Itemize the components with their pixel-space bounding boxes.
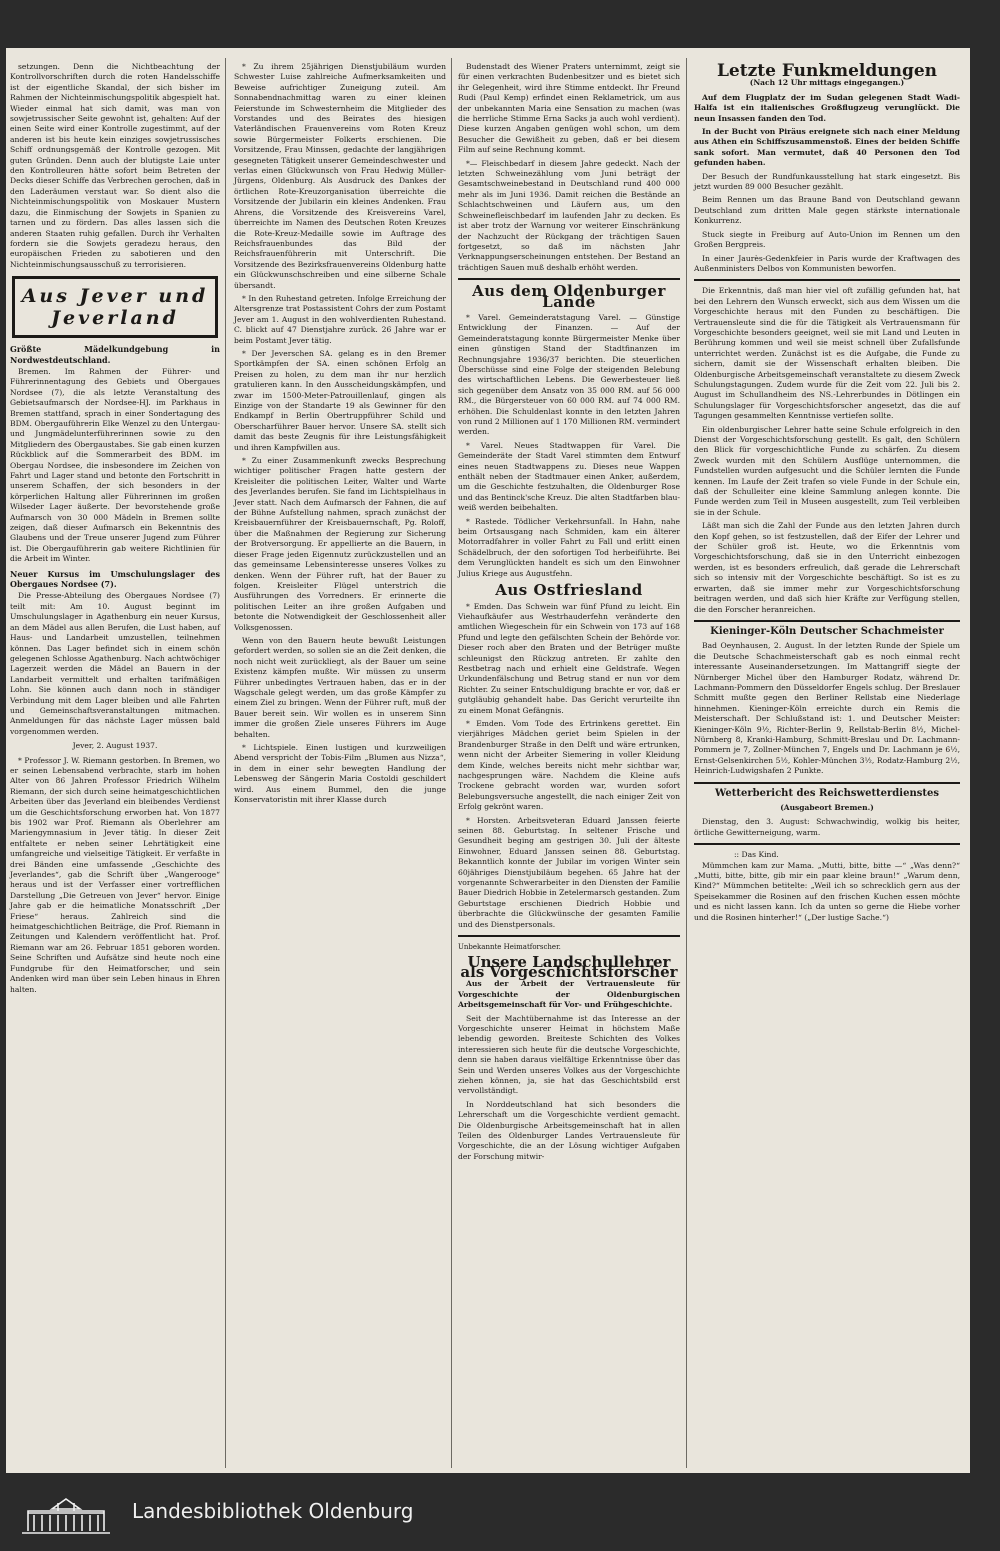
separator-line	[694, 620, 960, 622]
article-text: * Rastede. Tödlicher Verkehrsunfall. In Hahn, nahe beim Ortsausgang nach Schmiden, kam ein älterer Motorradfahrer in voller Fahrt zu Fall und erlitt einen Schädelbruch, der den sofortigen Tod herbeiführte. Bei dem Verunglückten handelt es sich um den Einwohner Julius Kriege aus Augustfehn.	[458, 516, 680, 578]
column-rule	[451, 58, 452, 1468]
article-headline: Unsere Landschullehrer als Vorgeschichtsforscher	[460, 952, 678, 981]
column-1	[10, 62, 220, 998]
column-3	[458, 62, 680, 1165]
article-text: In Norddeutschland hat sich besonders die Lehrerschaft um die Vorgeschichte verdient gemacht. Die Oldenburgische Arbeitsgemeinschaft hat in allen Teilen des Oldenburger Landes Vertrauensleute für Vorgeschichte, die an der Lösung wichtiger Aufgaben der Forschung mitwir-	[458, 1099, 680, 1161]
news-item: In der Bucht von Piräus ereignete sich nach einer Meldung aus Athen ein Schiffszusammenstoß. Eines der beiden Schiffe sank sofort. Man vermutet, daß 40 Personen den Tod gefunden haben.	[694, 127, 960, 168]
separator-line	[694, 843, 960, 845]
article-text: * Der Jeverschen SA. gelang es in den Bremer Sportkämpfen der SA. einen schönen Erfolg an Preisen zu holen, zu dem man ihr nur herzlich gratulieren kann. In den Ausscheidungskämpfen, und zwar im 1500-Meter-Patrouillenlauf, gingen als Einzige von der Standarte 19 als Gewinner für den Endkampf in Berlin Obertruppführer Schild und Oberscharführer Bauer hervor. Unsere SA. stellt sich damit das beste Zeugnis für ihre Leistungsfähigkeit und ihren Kampfwillen aus.	[234, 348, 446, 452]
column-rule	[686, 58, 687, 1468]
article-kicker: Unbekannte Heimatforscher.	[458, 943, 561, 952]
article-text: Seit der Machtübernahme ist das Interesse an der Vorgeschichte unserer Heimat in höchstem Maße lebendig geworden. Breiteste Schichten des Volkes interessieren sich heute für die deutsche Vorgeschichte, denn sie haben daraus vielfältige Erkenntnisse über das Sein und Werden unseres Volkes aus der Vorgeschichte ziehen können, ja, sie hat das Geschichtsbild erst vervollständigt.	[458, 1013, 680, 1096]
scan-border	[970, 0, 1000, 1473]
separator-line	[458, 278, 680, 280]
section-subheading: (Nach 12 Uhr mittags eingegangen.)	[749, 78, 905, 88]
article-text: setzungen. Denn die Nichtbeachtung der Kontrollvorschriften durch die roten Handelsschiffe ist der eigentliche Skandal, der sich bisher im Rahmen der Nichteinmischungspolitik abgespielt hat. Wieder einmal hat sich damit, was man von sowjetrussischer Seite gewohnt ist, gehalten: Auf der einen Seite wird einer Kontrolle zugestimmt, auf der anderen ist bis heute kein einziges sowjetrussisches Schiff ordnungsgemäß der Kontrolle gezogen. Mit guten Gründen. Denn auch der blutigste Laie unter den Kontrolleuren hätte sofort beim Betreten der Decks dieser Schiffe das Verbrechen gerochen, daß in den Laderäumen verstaut war. So dient also die Nichteinmischungspolitik von Moskauer Mustern dazu, die Einmischung der Sowjets in Spanien zu tarnen und zu fördern. Das alles lassen sich die anderen Staaten ruhig gefallen. Durch ihr Verhalten fordern sie die Sowjets geradezu heraus, den europäischen Frieden zu sabotieren und den Nichteinmischungsausschuß zu terrorisieren.	[10, 62, 220, 269]
column-2	[234, 62, 446, 808]
section-subheading: (Ausgabeort Bremen.)	[780, 803, 874, 812]
article-text: * Emden. Vom Tode des Ertrinkens gerettet. Ein vierjähriges Mädchen geriet beim Spielen in der Brandenburger Straße in den Delft und wäre ertrunken, wenn nicht der Arbeiter Siemering in voller Kleidung dem Kinde, welches bereits nicht mehr sichtbar war, nachgesprungen wäre. Nachdem die Kleine aufs Trockene gebracht worden war, wurden sofort Belebungsversuche angestellt, die nach einiger Zeit von Erfolg gekrönt waren.	[458, 718, 680, 812]
news-item: Stuck siegte in Freiburg auf Auto-Union im Rennen um den Großen Bergpreis.	[694, 229, 960, 250]
column-4	[694, 62, 960, 926]
article-text: * Zu einer Zusammenkunft zwecks Besprechung wichtiger politischer Fragen hatte gestern der Kreisleiter die politischen Leiter, Walter und Warte des Jeverlandes berufen. Sie fand im Lichtspielhaus in Jever statt. Nach dem Aufmarsch der Fahnen, die auf der Bühne Aufstellung nahmen, sprach zunächst der Kreisbauernführer der Kreisbauernschaft, Pg. Roloff, über die Maßnahmen der Regierung zur Sicherung der Brotversorgung. Er appellierte an die Bauern, in dieser Frage jeden Eigennutz zurückzustellen und an das gemeinsame Lebensinteresse unseres Volkes zu denken. Wenn der Führer ruft, hat der Bauer zu folgen. Kreisleiter Flügel unterstrich die Ausführungen des Vorredners. Er erinnerte die politischen Leiter an ihre großen Aufgaben und betonte die Notwendigkeit der Geschlossenheit aller Volksgenossen.	[234, 456, 446, 632]
article-text: Mümmchen kam zur Mama. „Mutti, bitte, bitte —“ „Was denn?“ „Mutti, bitte, bitte, gib mir ein paar kleine braun!“ „Warum denn, Kind?“ Mümmchen betitelte: „Weil ich so schrecklich gern aus der Speisekammer die Rosinen auf den frischen Kuchen essen möchte und es nicht lassen kann. Ich da unten so gerne die Hiebe vorher und die Rosinen hinterher!“ („Der lustige Sache.“)	[694, 860, 960, 922]
separator-line	[458, 935, 680, 937]
article-text: Die Erkenntnis, daß man hier viel oft zufällig gefunden hat, hat bei den Lehrern den Wunsch erweckt, sich aus dem Wissen um die Vorgeschichte heraus mit den Funden zu beschäftigen. Die Vertrauensleute sind die für die Tätigkeit als Vertrauensmann für Vorgeschichte besonders geeignet, weil sie mit Land und Leuten in Berührung kommen und weil sie meist schnell über Zufallsfunde unterrichtet werden. Zunächst ist es die Aufgabe, die Funde zu sichern, damit sie der Wissenschaft erhalten bleiben. Die Oldenburgische Arbeitsgemeinschaft veranstaltete zu diesem Zweck Schulungstagungen. Zudem wurde für die Zeit vom 22. Juli bis 2. August im Schullandheim des NS.-Lehrerbundes in Dötlingen ein Schulungslager für Vorgeschichtsforscher angesetzt, das die auf Tagungen gesammelten Kenntnisse vertiefen sollte.	[694, 286, 960, 421]
article-text: * Lichtspiele. Einen lustigen und kurzweiligen Abend verspricht der Tobis-Film „Blumen aus Nizza“, in dem in einer sehr bewegten Handlung der Lebensweg der Sängerin Maria Costoldi geschildert wird. Aus einem Bummel, den die junge Konservatoristin mit ihrer Klasse durch	[234, 743, 446, 805]
dateline: Jever, 2. August 1937.	[72, 741, 158, 751]
article-subheading: Aus der Arbeit der Vertrauensleute für Vorgeschichte der Oldenburgischen Arbeitsgemeinschaft für Vor- und Frühgeschichte.	[458, 979, 680, 1010]
article-headline: Neuer Kursus im Umschulungslager des Obergaues Nordsee (7).	[10, 568, 220, 590]
news-item: Beim Rennen um das Braune Band von Deutschland gewann Deutschland zum dritten Male gegen stärkste internationale Konkurrenz.	[694, 195, 960, 226]
newspaper-page	[6, 48, 970, 1473]
news-item: Auf dem Flugplatz der im Sudan gelegenen Stadt Wadi-Halfa ist ein italienisches Großflugzeug verunglückt. Die neun Insassen fanden den Tod.	[694, 92, 960, 123]
section-heading: Aus dem Oldenburger Lande	[472, 282, 666, 311]
article-headline: Größte Mädelkundgebung in Nordwestdeutschland.	[10, 344, 220, 365]
separator-line	[694, 782, 960, 784]
article-text: Bremen. Im Rahmen der Führer- und Führerinnentagung des Gebiets und Obergaues Nordsee (7), die als letzte Veranstaltung des Gebietsaufmarsch der Nordsee-HJ. im Parkhaus in Bremen stattfand, sprach in einer Sondertagung des BDM. Obergauführerin Elke Wenzel zu den Untergau- und Jungmädelunterführerinnen sowie zu den Mitgliedern des Obergaustabes. Sie gab einen kurzen Rückblick auf die Sommerarbeit des BDM. im Obergau Nordsee, die insbesondere im Zeichen von Fahrt und Lager stand und betonte den Fortschritt in unserem Schaffen, der sich besonders in der körperlichen Haltung aller Führerinnen im großen Wilseder Lager äußerte. Der bevorstehende große Aufmarsch von 30 000 Mädeln in Bremen sollte zeigen, daß dieser Aufmarsch ein Bekenntnis des Glaubens und der Treue unserer Jugend zum Führer ist. Die Obergauführerin gab weitere Richtlinien für die Arbeit im Winter.	[10, 366, 220, 564]
article-text: Budenstadt des Wiener Praters unternimmt, zeigt sie für einen verkrachten Budenbesitzer und es bietet sich ihr Gelegenheit, wird ihre Stimme entdeckt. Ihr Freund Rudi (Paul Kemp) erfindet einen Reklametrick, um aus der unbekannten Maria eine Sensation zu machen (was die herrliche Stimme Erna Sacks ja auch wohl verdient). Diese kurzen Angaben genügen wohl schon, um dem Besucher die Gewißheit zu geben, daß er bei diesem Film auf seine Rechnung kommt.	[458, 62, 680, 155]
article-text: Die Presse-Abteilung des Obergaues Nordsee (7) teilt mit: Am 10. August beginnt im Umschulungslager in Agathenburg ein neuer Kursus, an dem Mädel aus allen Berufen, die Lust haben, auf Haus- und Landarbeit umzustellen, teilnehmen können. Das Lager befindet sich in einem schön gelegenen Schlosse Agathenburg. Nach achtwöchiger Lagerzeit werden die Mädel an Bauern in der Landarbeit vermittelt und erhalten tarifmäßigen Lohn. Sie können auch dann noch in ständiger Verbindung mit dem Lager bleiben und alle Fahrten und Gemeinschaftsveranstaltungen mitmachen. Anmeldungen für das nächste Lager müssen bald vorgenommen werden.	[10, 591, 220, 736]
article-text: * Varel. Neues Stadtwappen für Varel. Die Gemeinderäte der Stadt Varel stimmten dem Entwurf eines neuen Stadtwappens zu. Dieses neue Wappen enthält neben der Stadtmauer einen Anker, außerdem, um die Geschichte festzuhalten, die Oldenburger Rose und das Bentinck'sche Kreuz. Die alten Stadtfarben blau-weiß werden beibehalten.	[458, 440, 680, 513]
article-text: Wenn von den Bauern heute bewußt Leistungen gefordert werden, so sollen sie an die Zeit denken, die noch nicht weit zurückliegt, als der Bauer um seine Existenz kämpfen mußte. Wir müssen zu unserm Führer unbedingtes Vertrauen haben, das er in der Wagschale gelegt werden, um das große Kämpfer zu einem Ziel zu bringen. Wenn der Führer ruft, muß der Bauer bereit sein. Wir wollen es in unserem Sinn immer die großen Ziele unseres Führers im Auge behalten.	[234, 635, 446, 739]
weather-report: Dienstag, den 3. August: Schwachwindig, wolkig bis heiter, örtliche Gewitterneigung, warm.	[694, 817, 960, 837]
article-text: * Zu ihrem 25jährigen Dienstjubiläum wurden Schwester Luise zahlreiche Aufmerksamkeiten und Beweise aufrichtiger Zuneigung zuteil. Am Sonnabendnachmittag waren zu einer kleinen Feierstunde im Schwesternheim die Mitglieder des Vorstandes und des Beirates des hiesigen Vaterländischen Frauenvereins vom Roten Kreuz sowie Bürgermeister Folkerts erschienen. Die Vorsitzende, Frau Minssen, gedachte der langjährigen gesegneten Tätigkeit unserer Gemeindeschwester und verlas einen Glückwunsch von Frau Hedwig Müller-Jürgens, Oldenburg. Als Ausdruck des Dankes der örtlichen Rote-Kreuzorganisation überreichte die Vorsitzende der Jubilarin ein kleines Andenken. Frau Ahrens, die Vorsitzende des Kreisvereins Varel, überreichte im Namen des Deutschen Roten Kreuzes die Rote-Kreuz-Medaille sowie im Auftrage des Reichsfrauenbundes das Bild der Reichsfrauenführerin mit Unterschrift. Die Vorsitzende des Bezirksfrauenvereins Oldenburg hatte ein Glückwunschschreiben und eine silberne Schale übersandt.	[234, 62, 446, 290]
article-text: * In den Ruhestand getreten. Infolge Erreichung der Altersgrenze trat Postassistent Cohrs der zum Postamt Jever am 1. August in den wohlverdienten Ruhestand. C. blickt auf 47 Dienstjahre zurück. 26 Jahre war er beim Postamt Jever tätig.	[234, 293, 446, 345]
section-heading: Letzte Funkmeldungen	[716, 61, 938, 81]
article-text: Läßt man sich die Zahl der Funde aus den letzten Jahren durch den Kopf gehen, so ist festzustellen, daß der Eifer der Lehrer und der Schüler groß ist. Heute, wo die Erkenntnis vom Vorgeschichtsforschung, daß sie in den Unterricht einbezogen werden, ist es besonders erfreulich, daß gerade die Lehrerschaft sich so intensiv mit der Vorgeschichte beschäftigt. So ist es zu erwarten, daß sie immer mehr zur Vorgeschichtsforschung beitragen werden, und daß sich hier Kräfte zur Verfügung stellen, die den Forscher heranreichen.	[694, 521, 960, 614]
article-text: *— Fleischbedarf in diesem Jahre gedeckt. Nach der letzten Schweinezählung vom Juni beträgt der Gesamtschweinebestand in Deutschland rund 400 000 mehr als im Juni 1936. Damit reichen die Bestände an Schlachtschweinen und Läufern aus, um den Schweinefleischbedarf im laufenden Jahr zu decken. Es ist aber trotz der Warnung vor weiterer Einschränkung der Nachzucht der Rückgang der trächtigen Sauen fortgesetzt, so daß im nächsten Jahr Verknappungserscheinungen entstehen. Der Bestand an trächtigen Sauen muß deshalb erhöht werden.	[458, 158, 680, 272]
news-item: Der Besuch der Rundfunkausstellung hat stark eingesetzt. Bis jetzt wurden 89 000 Besucher gezählt.	[694, 171, 960, 192]
library-name: Landesbibliothek Oldenburg	[132, 1499, 414, 1523]
article-text: * Emden. Das Schwein war fünf Pfund zu leicht. Ein Viehaufkäufer aus Westrhauderfehn veränderte den amtlichen Wiegeschein für ein Schwein von 173 auf 168 Pfund und legte den gefälschten Schein der Behörde vor. Dieser roch aber den Braten und der Betrüger mußte schleunigst den Rückzug antreten. Er zahlte den Restbetrag nach und erhielt eine Geldstrafe. Wegen Urkundenfälschung und Betrug stand er nun vor dem Richter. Zu seiner Entschuldigung brachte er vor, daß er gutgläubig gehandelt habe. Das Gericht verurteilte ihn zu einem Monat Gefängnis.	[458, 601, 680, 715]
column-rule	[225, 58, 226, 1468]
section-heading: Aus Ostfriesland	[495, 581, 643, 600]
article-kicker: :: Das Kind.	[734, 850, 779, 860]
article-text: * Varel. Gemeinderatstagung Varel. — Günstige Entwicklung der Finanzen. — Auf der Gemeinderatstagung konnte Bürgermeister Menke über einen günstigen Stand der Stadtfinanzen im Rechnungsjahre 1936/37 berichten. Die steuerlichen Überschüsse sind eine Folge der steigenden Belebung des wirtschaftlichen Lebens. Die Gewerbesteuer ließ sich gegenüber dem Ansatz von 35 000 RM. auf 56 000 RM., die Bürgersteuer von 60 000 RM. auf 74 000 RM. erhöhen. Die Schuldenlast konnte in den letzten Jahren von rund 2 Millionen auf 1 170 Millionen RM. vermindert werden.	[458, 312, 680, 437]
article-headline: Kieninger-Köln Deutscher Schachmeister	[710, 625, 944, 637]
library-building-icon	[20, 1495, 112, 1535]
article-text: Bad Oeynhausen, 2. August. In der letzten Runde der Spiele um die Deutsche Schachmeisterschaft gab es noch einmal recht interessante Auseinandersetzungen. Im Mattangriff siegte der Nürnberger Michel über den Hamburger Rodatz, während Dr. Lachmann-Pommern den Düsseldorfer Engels schlug. Der Breslauer Schmitt mußte gegen den Berliner Rellstab eine Niederlage hinnehmen. Kieninger-Köln erreichte durch ein Remis die Meisterschaft. Der Schlußstand ist: 1. und Deutscher Meister: Kieninger-Köln 9½, Richter-Berlin 9, Rellstab-Berlin 8½, Michel-Nürnberg 8, Kranki-Hamburg, Schmitt-Breslau und Dr. Lachmann-Pommern je 7, Zollner-München 7, Engels und Dr. Lachmann je 6½, Ernst-Gelsenkirchen 5½, Kohler-München 3½, Rodatz-Hamburg 2½, Heinrich-Ludwigshafen 2 Punkte.	[694, 641, 960, 776]
article-headline: Wetterbericht des Reichswetterdienstes	[715, 787, 939, 799]
footer-bar	[0, 1473, 1000, 1551]
article-text: * Horsten. Arbeitsveteran Eduard Janssen feierte seinen 88. Geburtstag. In seltener Frische und Gesundheit beging am gestrigen 30. Juli der älteste Einwohner, Eduard Janssen seinen 88. Geburtstag. Bekanntlich konnte der Jubilar im vorigen Winter sein 60jähriges Dienstjubiläum begehen. 65 Jahre hat der vorgenannte Schwerarbeiter in den Diensten der Familie Bauer Diedrich Hobbie in Zetelermarsch gestanden. Zum Geburtstage erschienen Diedrich Hobbie und überbrachte die Glückwünsche der gesamten Familie und des Dienstpersonals.	[458, 815, 680, 929]
section-heading-box: Aus Jever und Jeverland	[12, 276, 218, 338]
separator-line	[694, 279, 960, 281]
article-text: * Professor J. W. Riemann gestorben. In Bremen, wo er seinen Lebensabend verbrachte, starb im hohen Alter von 86 Jahren Professor Friedrich Wilhelm Riemann, der sich durch seine heimatgeschichtlichen Arbeiten über das Jeverland ein bleibendes Verdienst um die Geschichtsforschung erworben hat. Von 1877 bis 1902 war Prof. Riemann als Oberlehrer am Mariengymnasium in Jever tätig. In dieser Zeit entfaltete er neben seiner Lehrtätigkeit eine umfangreiche und vielseitige Tätigkeit. Er verfaßte in drei Bänden eine umfassende „Geschichte des Jeverlandes“, gab die Schrift über „Wangerooge“ heraus und ist der Verfasser einer vortrefflichen Darstellung „Die Getreuen von Jever“ hervor. Einige Jahre gab er die heimatliche Monatsschrift „Der Friese“ heraus. Zahlreich sind die heimatgeschichtlichen Beiträge, die Prof. Riemann in Zeitungen und Kalendern veröffentlicht hat. Prof. Riemann war am 26. Februar 1851 geboren worden. Seine Schriften und Aufsätze sind heute noch eine Fundgrube für den Heimatforscher, und sein Andenken wird man über sein Leben hinaus in Ehren halten.	[10, 755, 220, 994]
news-item: In einer Jaurès-Gedenkfeier in Paris wurde der Kraftwagen des Außenministers Delbos von Kommunisten beworfen.	[694, 253, 960, 273]
article-text: Ein oldenburgischer Lehrer hatte seine Schule erfolgreich in den Dienst der Vorgeschichtsforschung gestellt. Es galt, den Schülern den Blick für vorgeschichtliche Funde zu schärfen. Zu diesem Zweck wurden mit den Schülern Ausflüge unternommen, die Fundstellen wurden aufgesucht und die Schüler lernten die Funde kennen. Im Laufe der Zeit trafen so viele Funde in der Schule ein, daß der Schulleiter eine kleine Sammlung anlegen konnte. Die Funde werden zum Teil in Museen ausgestellt, zum Teil verbleiben sie in der Schule.	[694, 424, 960, 517]
